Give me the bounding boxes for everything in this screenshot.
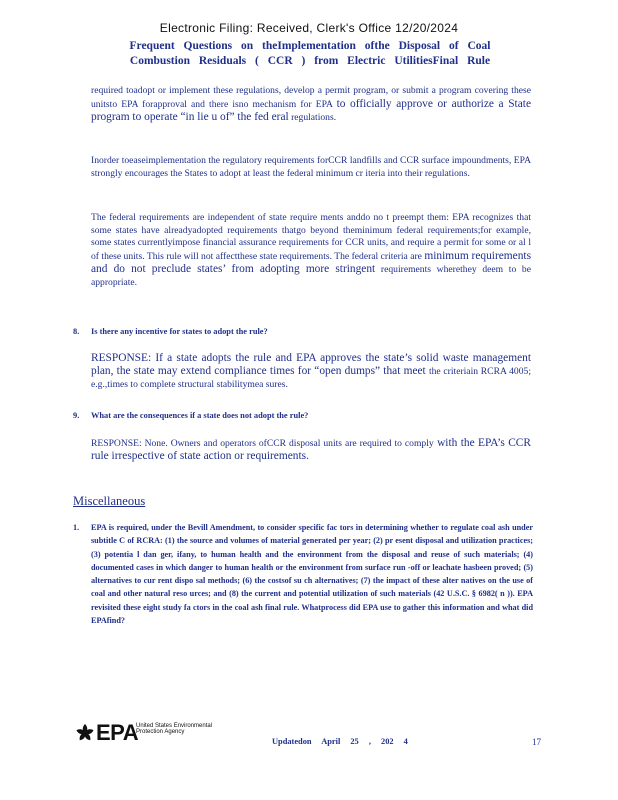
epa-flower-icon [74,722,96,744]
response-9 [91,437,531,463]
question-text: What are the consequences if a state does not adopt the rule? [91,411,309,420]
document-title-line2: Combustion Residuals ( CCR ) from Electric UtilitiesFinal Rule [129,55,491,67]
response-8 [91,352,531,391]
paragraph-state-programs [91,85,531,125]
page-number: 17 [532,737,541,747]
paragraph-text-large: to officially approve or authorize a State program to operate “in lie u of” the fed eral [91,97,531,124]
question-number: 8. [73,327,80,336]
paragraph-text: requirements wherethey deem to be appropriate. [91,264,531,288]
footer-updated-date: Updatedon April 25 , 202 4 [272,737,408,746]
epa-logo [74,720,213,748]
question-9 [73,410,533,422]
response-text: RESPONSE: None. Owners and operators ofCCR disposal units are required to comply [91,438,434,449]
section-heading-miscellaneous: Miscellaneous [73,494,146,508]
paragraph-federal-requirements [91,212,531,290]
question-text: Is there any incentive for states to adopt the rule? [91,327,268,336]
misc-item-text: EPA is required, under the Bevill Amendment, to consider specific fac tors in determining whether to regulate coal ash under subtitle C of RCRA: (1) the source and volumes of material generated per year; (2) pr esent disposal and utilization practices; (3) potentia l dan ger, ifany, to human health and the environment from the disposal and reuse of such materials; (4) documented cases in which danger to human health or the environment from surface run -off or leachate hasbeen proved; (5) alternatives to cur rent dispo sal methods; (6) the costsof su ch alternatives; (7) the impact of these alter natives on the use of coal and other natural reso urces; and (8) the current and potential utilization of such materials (42 U.S.C. § 6982( n )). EPA revisited these eight study fa ctors in the coal ash final rule. Whatprocess did EPA use to gather this information and what did EPAfind? [91,523,533,626]
response-text: the criteriain RCRA 4005; e.g.,times to complete structural stabilitymea sures. [91,366,531,390]
logo-agency-name: United States Environmental Protection Agency [136,723,213,736]
response-text-large: RESPONSE: If a state adopts the rule and EPA approves the state’s solid waste management plan, the state may extend compliance times for “open dumps” that meet [91,352,531,377]
paragraph-text: regulations. [291,112,337,124]
question-number: 9. [73,411,80,420]
misc-item-1 [73,521,533,627]
paragraph-text-large: minimum requirements and do not preclude states’ from adopting more stringent [91,249,532,276]
misc-item-number: 1. [73,523,80,532]
paragraph-text: required toadopt or implement these regulations, develop a permit program, or submit a program covering these unitsto EPA forapproval and there isno mechanism for EPA [91,85,531,110]
response-text-large: with the EPA’s CCR rule irrespective of state action or requirements. [91,437,531,462]
logo-wordmark: EPA [96,720,139,745]
paragraph-text: The federal requirements are independent of state require ments anddo no t preempt them: EPA recognizes that some states have alreadyadopted requirements thatgo beyond theminimum federal requirements;for example, some states currentlyimpose financial assurance requirements for CCR units, and require a permit for some or al l of these units. This rule will not affectthese state requirements. The federal criteria are [91,212,531,262]
paragraph-ease-implementation: Inorder toeaseimplementation the regulatory requirements forCCR landfills and CCR surface impoundments, EPA strongly encourages the States to adopt at least the federal minimum cr iteria into their regulations. [91,155,531,179]
document-title-line1: Frequent Questions on theImplementation ofthe Disposal of Coal [129,40,491,52]
filing-stamp: Electronic Filing: Received, Clerk's Office 12/20/2024 [159,21,459,35]
question-8 [73,326,533,338]
document-title [60,39,560,69]
